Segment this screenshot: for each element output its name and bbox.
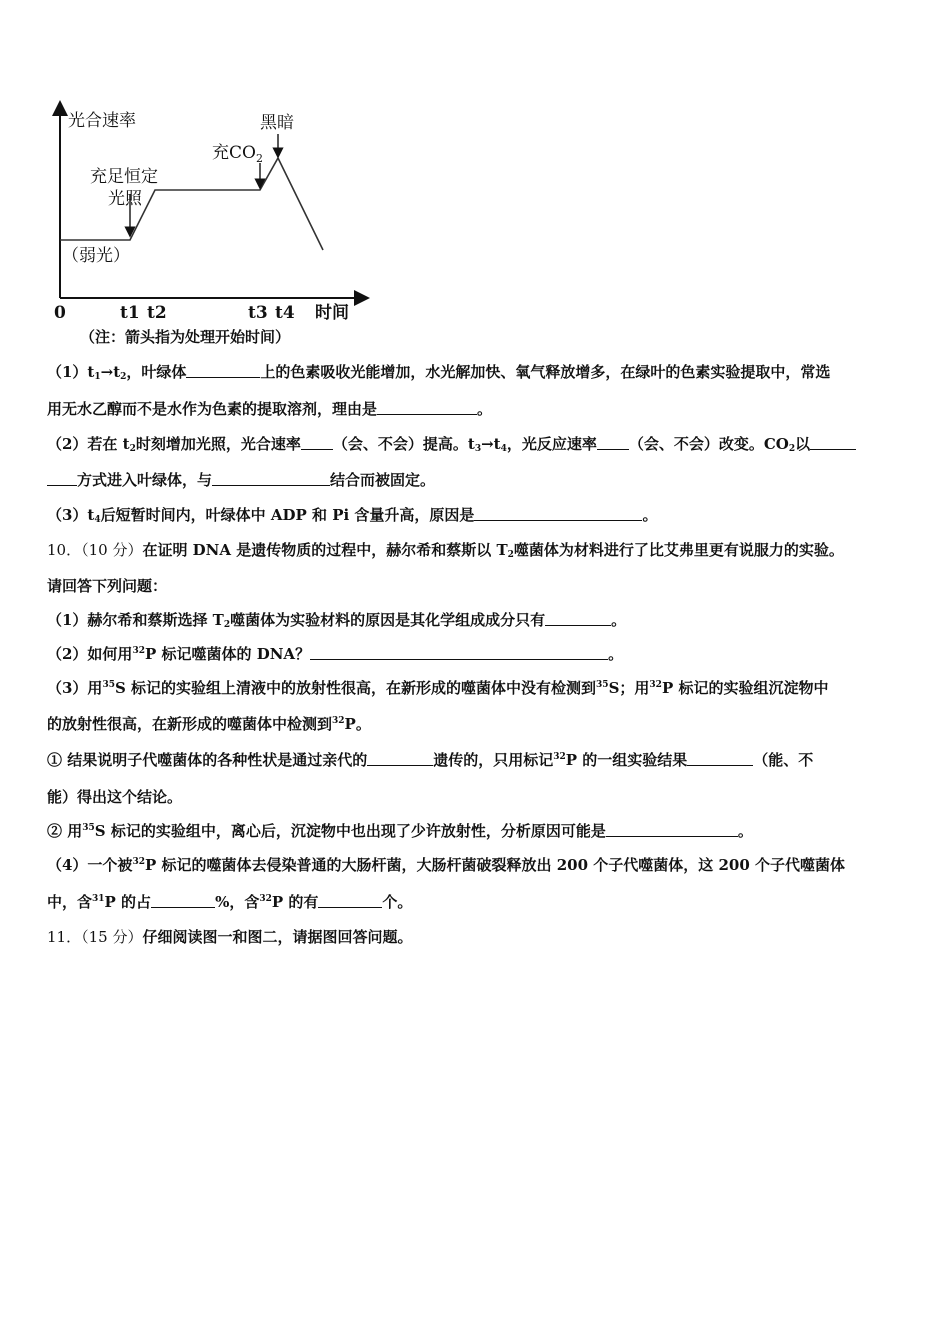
- answer-blank[interactable]: [151, 893, 215, 908]
- y-axis-label: 光合速率: [68, 111, 136, 131]
- weak-light-label: （弱光）: [62, 246, 130, 266]
- full-light-label-1: 充足恒定: [90, 167, 158, 187]
- q10-intro-line1: 10．（10 分）在证明 DNA 是遗传物质的过程中，赫尔希和蔡斯以 $T_2$噬菌体为材料进行了比艾弗里更有说服力的实验。: [47, 541, 844, 560]
- answer-blank[interactable]: [318, 893, 382, 908]
- answer-blank[interactable]: [186, 363, 260, 378]
- answer-blank[interactable]: [545, 611, 611, 626]
- full-light-label-2: 光照: [108, 189, 142, 209]
- q10-intro-line2: 请回答下列问题：: [47, 577, 168, 595]
- co2-text: 充CO: [212, 143, 256, 163]
- answer-blank[interactable]: [212, 471, 330, 486]
- q9-part2-line2: 方式进入叶绿体，与 结合而被固定。: [47, 469, 920, 490]
- q10-part4-line2: 中，含$^{31}$P 的占 %，含$^{32}$P 的有 个。: [47, 893, 413, 911]
- q9-part2-line1: （2）若在 $t_2$时刻增加光照，光合速率 （会、不会）提高。$t_3\to t_4$，光反应速率 （会、不会）改变。$CO_2$以: [47, 433, 920, 454]
- answer-blank[interactable]: [606, 822, 738, 837]
- q10-part4-line1: （4）一个被$^{32}$P 标记的噬菌体去侵染普通的大肠杆菌，大肠杆菌破裂释放出 200 个子代噬菌体，这 200 个子代噬菌体: [47, 856, 846, 874]
- answer-blank[interactable]: [367, 751, 433, 766]
- co2-label: [212, 143, 263, 165]
- q10-conclusion2: ② 用$^{35}$S 标记的实验组中，离心后，沉淀物中也出现了少许放射性，分析原因可能是 。: [47, 822, 753, 840]
- dark-label: 黑暗: [260, 113, 294, 133]
- q10-conclusion1-line2: 能）得出这个结论。: [47, 788, 183, 806]
- origin-label: 0: [54, 303, 66, 323]
- answer-blank[interactable]: [301, 435, 333, 450]
- figure-svg: [40, 98, 380, 330]
- q9-part3: $(3)t_4$后短暂时间内，叶绿体中 ADP 和 Pi 含量升高，原因是 。: [47, 506, 658, 525]
- answer-blank[interactable]: [687, 751, 753, 766]
- photosynthesis-rate-figure: [40, 98, 380, 330]
- q10-conclusion1-line1: ① 结果说明子代噬菌体的各种性状是通过亲代的 遗传的，只用标记$^{32}$P 的一组实验结果 （能、不: [47, 751, 814, 769]
- tick-t3: t3: [248, 303, 268, 323]
- q10-part1: （1）赫尔希和蔡斯选择 $T_2$噬菌体为实验材料的原因是其化学组成成分只有 。: [47, 611, 627, 630]
- answer-blank[interactable]: [810, 435, 856, 450]
- answer-blank[interactable]: [377, 400, 477, 415]
- figure-note: （注：箭头指为处理开始时间）: [80, 328, 291, 346]
- q10-part3-line1: （3）用$^{35}$S 标记的实验组上清液中的放射性很高，在新形成的噬菌体中没有检测到$^{35}$S；用$^{32}$P 标记的实验组沉淀物中: [47, 679, 829, 697]
- x-axis-label: 时间: [315, 303, 349, 323]
- q9-part1-line1: $(1)t_1\to t_2$，叶绿体 上的色素吸收光能增加，水光解加快、氧气释放增多，在绿叶的色素实验提取中，常选: [47, 363, 831, 382]
- answer-blank[interactable]: [474, 506, 642, 521]
- q9-part1-line2: 用无水乙醇而不是水作为色素的提取溶剂，理由是 。: [47, 400, 493, 418]
- q11-intro: 11．（15 分）仔细阅读图一和图二，请据图回答问题。: [47, 928, 413, 946]
- answer-blank[interactable]: [597, 435, 629, 450]
- tick-t1: t1: [120, 303, 140, 323]
- q10-part2: （2）如何用$^{32}$P 标记噬菌体的 DNA？ 。: [47, 645, 624, 663]
- answer-blank[interactable]: [47, 471, 77, 486]
- tick-t4: t4: [275, 303, 295, 323]
- tick-t2: t2: [147, 303, 167, 323]
- co2-subscript: 2: [255, 152, 263, 165]
- q10-part3-line2: 的放射性很高，在新形成的噬菌体中检测到$^{32}$P。: [47, 715, 371, 733]
- answer-blank[interactable]: [310, 645, 608, 660]
